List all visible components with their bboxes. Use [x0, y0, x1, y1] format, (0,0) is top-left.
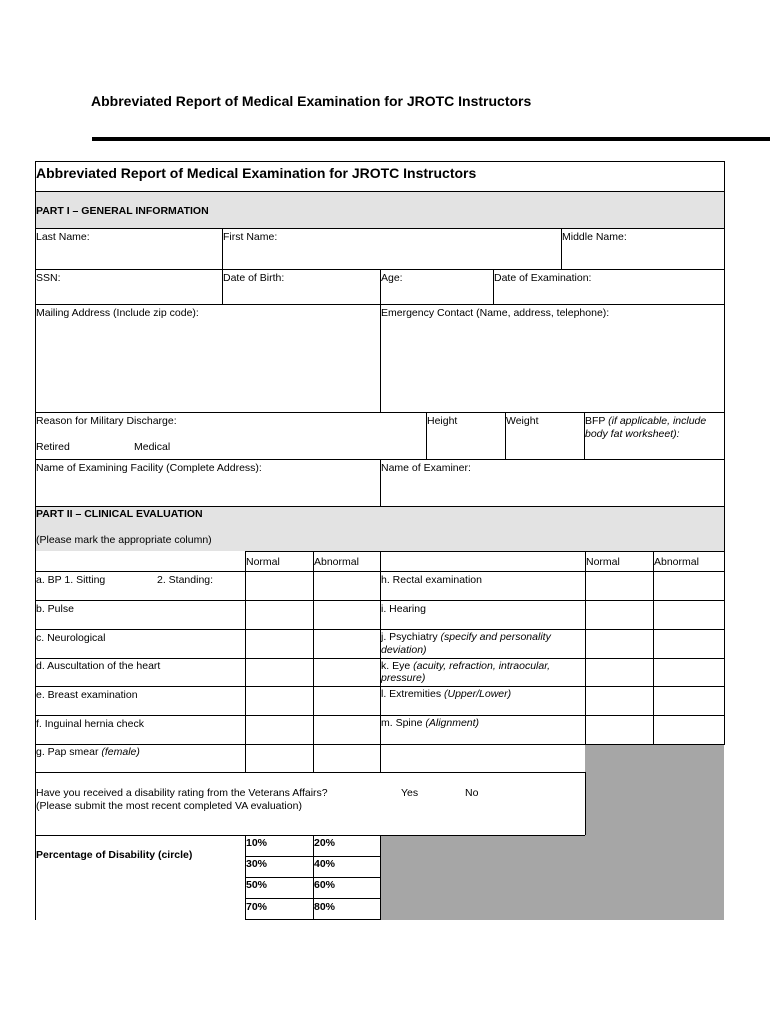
- hernia-label: f. Inguinal hernia check: [36, 718, 144, 730]
- weight-label: Weight: [506, 415, 539, 427]
- psych-note: deviation): [381, 644, 427, 656]
- shaded-area-right: [585, 745, 724, 920]
- eye-label: k. Eye (acuity, refraction, intraocular,: [381, 660, 551, 672]
- part2-instruction: (Please mark the appropriate column): [36, 534, 212, 546]
- examiner-label: Name of Examiner:: [381, 462, 471, 474]
- heart-label: d. Auscultation of the heart: [36, 660, 161, 672]
- exam-date-label: Date of Examination:: [494, 272, 592, 284]
- part2-heading: PART II – CLINICAL EVALUATION: [36, 508, 203, 520]
- eye-note: pressure): [381, 672, 426, 684]
- age-label: Age:: [381, 272, 403, 284]
- shaded-area-bottom: [381, 835, 585, 920]
- emergency-contact-label: Emergency Contact (Name, address, telephone):: [381, 307, 610, 319]
- ssn-label: SSN:: [36, 272, 61, 284]
- form-title: Abbreviated Report of Medical Examination for JROTC Instructors: [36, 165, 477, 181]
- medical-option: Medical: [134, 441, 171, 453]
- extremities-label: l. Extremities (Upper/Lower): [381, 688, 512, 700]
- pct-cell: 20%: [314, 837, 336, 849]
- pct-cell: 80%: [314, 901, 336, 913]
- middle-name-label: Middle Name:: [562, 231, 627, 243]
- first-name-label: First Name:: [223, 231, 278, 243]
- page-title: Abbreviated Report of Medical Examination for JROTC Instructors: [91, 93, 532, 109]
- va-instruction: (Please submit the most recent completed VA evaluation): [36, 800, 302, 812]
- va-no-option: No: [465, 787, 479, 799]
- pct-cell: 60%: [314, 879, 336, 891]
- title-rule: [92, 137, 770, 141]
- discharge-label: Reason for Military Discharge:: [36, 415, 177, 427]
- va-question: Have you received a disability rating from the Veterans Affairs?: [36, 787, 328, 799]
- retired-option: Retired: [36, 441, 70, 453]
- va-yes-option: Yes: [401, 787, 419, 799]
- height-label: Height: [427, 415, 458, 427]
- facility-label: Name of Examining Facility (Complete Address):: [36, 462, 262, 474]
- pct-cell: 30%: [246, 858, 268, 870]
- bp-label: a. BP 1. Sitting: [36, 574, 106, 586]
- col-abnormal-left: Abnormal: [314, 556, 359, 568]
- pct-cell: 70%: [246, 901, 268, 913]
- neuro-label: c. Neurological: [36, 632, 106, 644]
- pct-cell: 40%: [314, 858, 336, 870]
- col-abnormal-right: Abnormal: [654, 556, 699, 568]
- dob-label: Date of Birth:: [223, 272, 285, 284]
- rectal-label: h. Rectal examination: [381, 574, 482, 586]
- pap-label: g. Pap smear (female): [36, 746, 140, 758]
- spine-label: m. Spine (Alignment): [381, 717, 480, 729]
- bfp-label: BFP (if applicable, include: [585, 415, 707, 427]
- bp-standing-label: 2. Standing:: [157, 574, 214, 586]
- col-normal-left: Normal: [246, 556, 280, 568]
- pct-cell: 10%: [246, 837, 268, 849]
- part1-heading: PART I – GENERAL INFORMATION: [36, 205, 209, 217]
- disability-pct-label: Percentage of Disability (circle): [36, 849, 193, 861]
- pct-cell: 50%: [246, 879, 268, 891]
- col-normal-right: Normal: [586, 556, 620, 568]
- last-name-label: Last Name:: [36, 231, 90, 243]
- psych-label: j. Psychiatry (specify and personality: [381, 631, 551, 643]
- bfp-note: body fat worksheet):: [585, 428, 680, 440]
- breast-label: e. Breast examination: [36, 689, 138, 701]
- mailing-address-label: Mailing Address (Include zip code):: [36, 307, 199, 319]
- hearing-label: i. Hearing: [381, 603, 426, 615]
- pulse-label: b. Pulse: [36, 603, 74, 615]
